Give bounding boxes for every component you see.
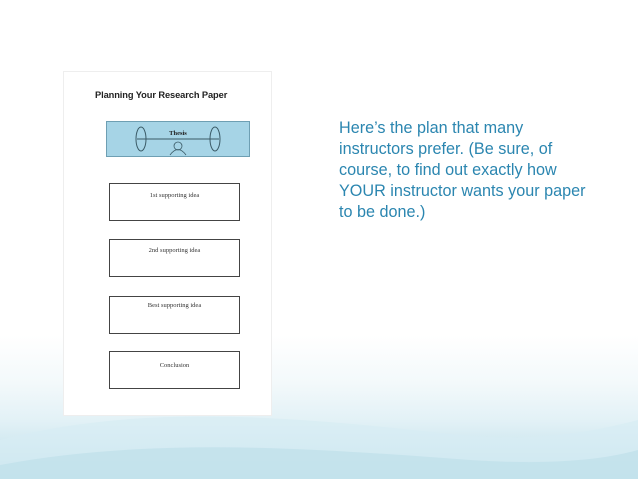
thesis-box — [106, 121, 250, 157]
first-supporting-idea-label: 1st supporting idea — [149, 192, 200, 199]
barbell-illustration-icon — [107, 122, 249, 156]
document-title: Planning Your Research Paper — [95, 90, 228, 100]
second-supporting-idea-box — [109, 239, 240, 277]
thesis-label: Thesis — [169, 130, 187, 137]
conclusion-label: Conclusion — [159, 362, 190, 369]
slide-caption: Here’s the plan that many instructors prefer. (Be sure, of course, to find out exactly how YOUR instructor wants your paper to be done.) — [339, 119, 586, 221]
research-paper-plan-image — [64, 72, 271, 415]
best-supporting-idea-box — [109, 296, 240, 334]
first-supporting-idea-box — [109, 183, 240, 221]
second-supporting-idea-label: 2nd supporting idea — [148, 247, 201, 254]
conclusion-box — [109, 351, 240, 389]
best-supporting-idea-label: Best supporting idea — [147, 302, 202, 309]
